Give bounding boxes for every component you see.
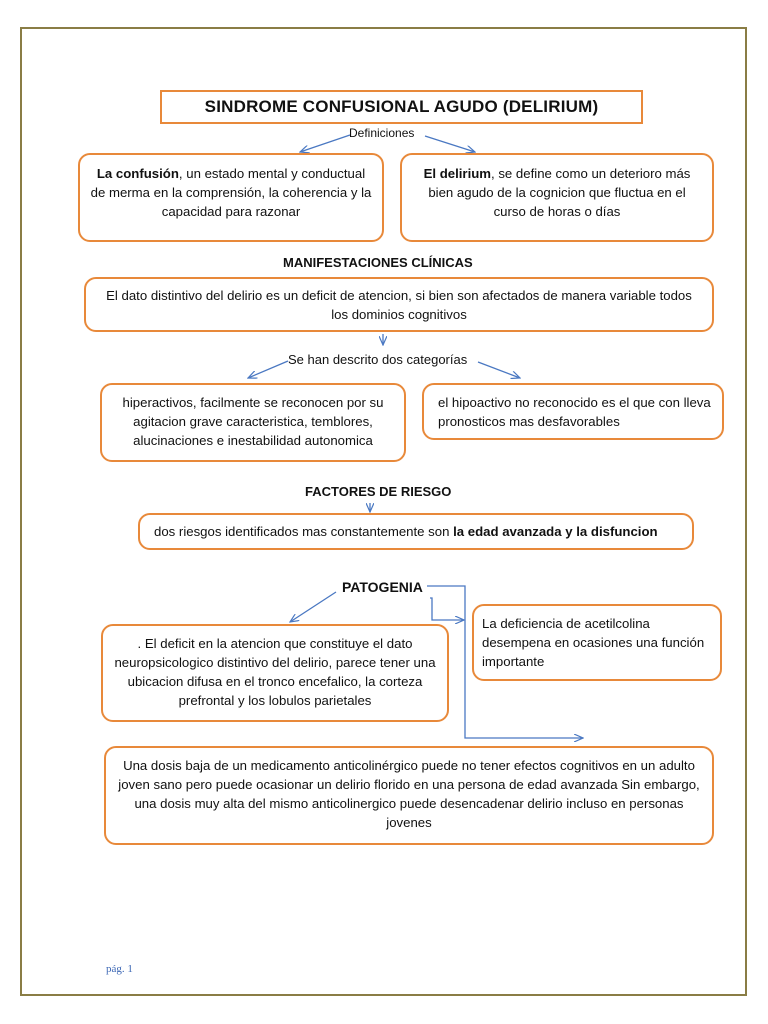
categorias-label: Se han descrito dos categorías	[288, 352, 468, 367]
delirium-text: , se define como un deterioro más bien agudo de la cognicion que fluctua en el curso de horas o días	[428, 166, 691, 219]
arrow-to-hipoactivo	[478, 362, 520, 378]
page-title: SINDROME CONFUSIONAL AGUDO (DELIRIUM)	[160, 90, 643, 124]
arrow-to-deficit	[290, 592, 336, 622]
definiciones-label: Definiciones	[349, 126, 415, 140]
deficit-box: . El deficit en la atencion que constituye el dato neuropsicologico distintivo del delirio, parece tener una ubicacion difusa en el tronco encefalico, la corteza prefrontal y los lobulos parietales	[101, 624, 449, 722]
hiperactivos-box: hiperactivos, facilmente se reconocen por su agitacion grave caracteristica, temblores, alucinaciones e inestabilidad autonomica	[100, 383, 406, 462]
patogenia-heading: PATOGENIA	[342, 579, 423, 595]
page-number: pág. 1	[106, 963, 133, 975]
confusion-term: La confusión	[96, 166, 179, 181]
confusion-text: , un estado mental y conductual de merma en la comprensión, la coherencia y la capacidad para razonar	[90, 166, 372, 219]
confusion-box	[78, 153, 384, 242]
dosis-box: Una dosis baja de un medicamento anticolinérgico puede no tener efectos cognitivos en un adulto joven sano pero puede ocasionar un delirio florido en una persona de edad avanzada Sin embargo, una dosis muy alta del mismo anticolinergico puede desencadenar delirio incluso en personas jovenes	[104, 746, 714, 845]
manifestaciones-box: El dato distintivo del delirio es un deficit de atencion, si bien son afectados de manera variable todos los dominios cognitivos	[84, 277, 714, 332]
factores-text: dos riesgos identificados mas constantemente son	[154, 524, 454, 539]
arrow-to-confusion	[300, 135, 350, 152]
arrow-to-delirium	[425, 136, 475, 152]
delirium-term: El delirium	[423, 166, 492, 181]
factores-heading: FACTORES DE RIESGO	[305, 484, 452, 499]
hipoactivo-box: el hipoactivo no reconocido es el que con lleva pronosticos mas desfavorables	[422, 383, 724, 440]
factores-bold: la edad avanzada y la disfuncion	[453, 524, 658, 539]
delirium-box	[400, 153, 714, 242]
factores-box	[138, 513, 694, 550]
acetilcolina-box: La deficiencia de acetilcolina desempena en ocasiones una función importante	[472, 604, 722, 681]
arrow-to-hiperactivos	[248, 361, 288, 378]
manifestaciones-heading: MANIFESTACIONES CLÍNICAS	[283, 255, 473, 270]
arrow-to-acetilcolina	[430, 598, 464, 620]
